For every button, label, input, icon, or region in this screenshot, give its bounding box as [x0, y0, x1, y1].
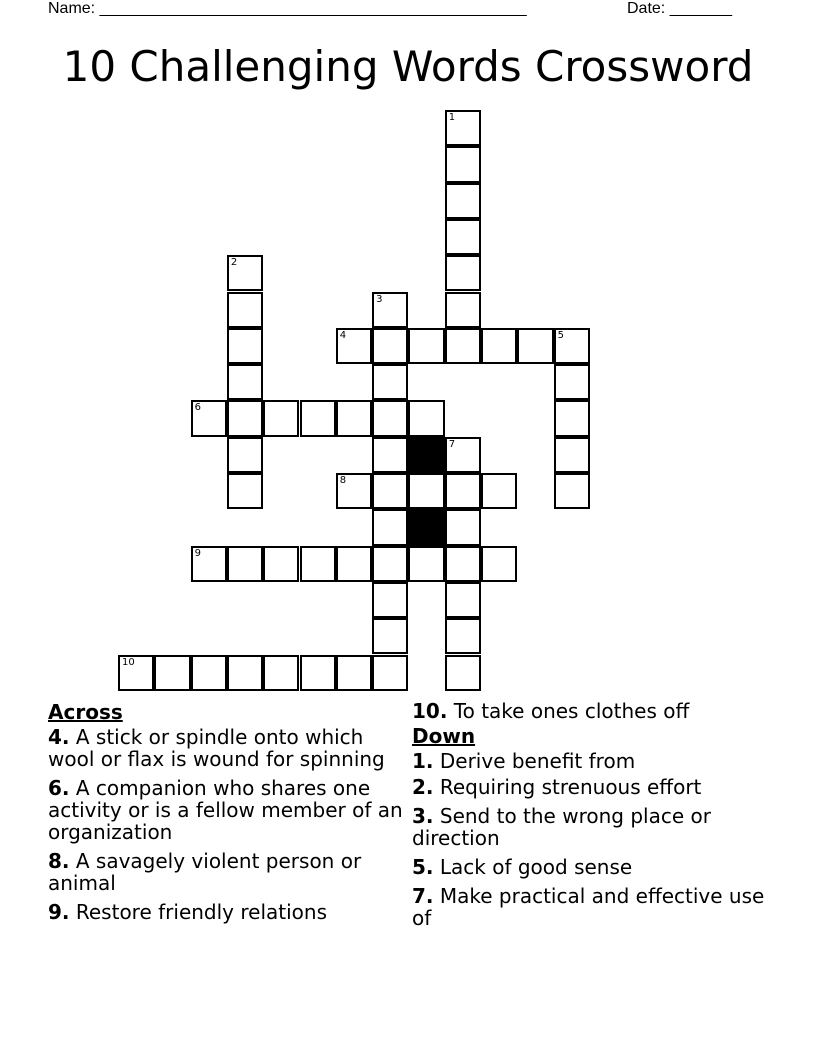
grid-cell[interactable] — [554, 437, 590, 473]
grid-cell[interactable] — [372, 473, 408, 509]
grid-cell[interactable] — [300, 655, 336, 691]
grid-cell[interactable] — [227, 546, 263, 582]
grid-cell[interactable] — [372, 292, 408, 328]
clue-across-4: 4. A stick or spindle onto which wool or flax is wound for spinning — [48, 725, 385, 771]
grid-cell[interactable] — [372, 618, 408, 654]
grid-cell[interactable] — [445, 219, 481, 255]
grid-cell[interactable] — [263, 546, 299, 582]
clue-number: 4 — [339, 329, 347, 341]
clue-number: 10 — [122, 656, 135, 668]
blocked-cell — [408, 509, 444, 545]
grid-cell[interactable] — [227, 328, 263, 364]
blocked-cell — [408, 437, 444, 473]
grid-cell[interactable] — [372, 546, 408, 582]
clue-down-5: 5. Lack of good sense — [412, 855, 633, 879]
grid-cell[interactable] — [336, 546, 372, 582]
page-title: 10 Challenging Words Crossword — [62, 42, 754, 91]
clue-number: 6 — [194, 402, 201, 414]
grid-cell[interactable] — [445, 473, 481, 509]
grid-cell[interactable] — [372, 364, 408, 400]
grid-cell[interactable] — [227, 364, 263, 400]
grid-cell[interactable] — [554, 473, 590, 509]
clue-number: 8 — [339, 475, 347, 486]
grid-cell[interactable] — [372, 328, 408, 364]
grid-cell[interactable] — [300, 546, 336, 582]
grid-cell[interactable] — [336, 400, 372, 436]
clue-number: 3 — [376, 293, 383, 305]
grid-cell[interactable] — [445, 582, 481, 618]
clue-down-2: 2. Requiring strenuous effort — [412, 775, 702, 799]
grid-cell[interactable] — [300, 400, 336, 436]
grid-cell[interactable] — [408, 400, 444, 436]
grid-cell[interactable] — [227, 400, 263, 436]
grid-cell[interactable] — [445, 146, 481, 182]
clue-number: 9 — [194, 547, 201, 559]
grid-cell[interactable] — [372, 437, 408, 473]
grid-cell[interactable] — [445, 655, 481, 691]
name-field-label: Name: ________________________________________________ — [48, 0, 527, 17]
grid-cell[interactable] — [408, 546, 444, 582]
grid-cell[interactable] — [554, 364, 590, 400]
clues-right-column — [412, 700, 772, 936]
grid-cell[interactable] — [191, 400, 227, 436]
grid-cell[interactable] — [336, 473, 372, 509]
grid-cell[interactable] — [372, 582, 408, 618]
grid-cell[interactable] — [191, 655, 227, 691]
clue-down-3: 3. Send to the wrong place or direction — [412, 804, 711, 850]
date-field-label: Date: _______ — [627, 0, 732, 17]
clue-across-6: 6. A companion who shares one activity or is a fellow member of an organization — [48, 776, 403, 844]
clue-number: 1 — [448, 112, 456, 123]
grid-cell[interactable] — [336, 655, 372, 691]
grid-cell[interactable] — [445, 183, 481, 219]
grid-cell[interactable] — [336, 328, 372, 364]
grid-cell[interactable] — [372, 400, 408, 436]
grid-cell[interactable] — [445, 110, 481, 146]
grid-cell[interactable] — [408, 328, 444, 364]
grid-cell[interactable] — [445, 328, 481, 364]
grid-cell[interactable] — [191, 546, 227, 582]
grid-cell[interactable] — [445, 255, 481, 291]
clue-across-10: 10. To take ones clothes off — [412, 699, 690, 723]
grid-cell[interactable] — [118, 655, 154, 691]
grid-cell[interactable] — [445, 292, 481, 328]
grid-cell[interactable] — [408, 473, 444, 509]
grid-cell[interactable] — [445, 618, 481, 654]
grid-cell[interactable] — [227, 655, 263, 691]
grid-cell[interactable] — [227, 292, 263, 328]
clue-down-7: 7. Make practical and effective use of — [412, 884, 765, 930]
down-heading: Down — [412, 724, 476, 748]
clue-number: 7 — [448, 438, 456, 450]
grid-cell[interactable] — [263, 655, 299, 691]
clue-across-9: 9. Restore friendly relations — [48, 900, 327, 924]
clues-left-column — [48, 700, 410, 930]
grid-cell[interactable] — [445, 437, 481, 473]
clue-number: 5 — [557, 329, 564, 341]
grid-cell[interactable] — [227, 437, 263, 473]
grid-cell[interactable] — [517, 328, 553, 364]
grid-cell[interactable] — [481, 328, 517, 364]
grid-cell[interactable] — [481, 473, 517, 509]
clue-down-1: 1. Derive benefit from — [412, 749, 636, 773]
grid-cell[interactable] — [445, 509, 481, 545]
grid-cell[interactable] — [372, 509, 408, 545]
grid-cell[interactable] — [227, 255, 263, 291]
across-heading: Across — [48, 700, 123, 724]
grid-cell[interactable] — [154, 655, 190, 691]
grid-cell[interactable] — [227, 473, 263, 509]
grid-cell[interactable] — [554, 400, 590, 436]
clue-across-8: 8. A savagely violent person or animal — [48, 849, 362, 895]
grid-cell[interactable] — [445, 546, 481, 582]
grid-cell[interactable] — [372, 655, 408, 691]
grid-cell[interactable] — [481, 546, 517, 582]
grid-cell[interactable] — [554, 328, 590, 364]
clue-number: 2 — [230, 257, 238, 269]
grid-cell[interactable] — [263, 400, 299, 436]
